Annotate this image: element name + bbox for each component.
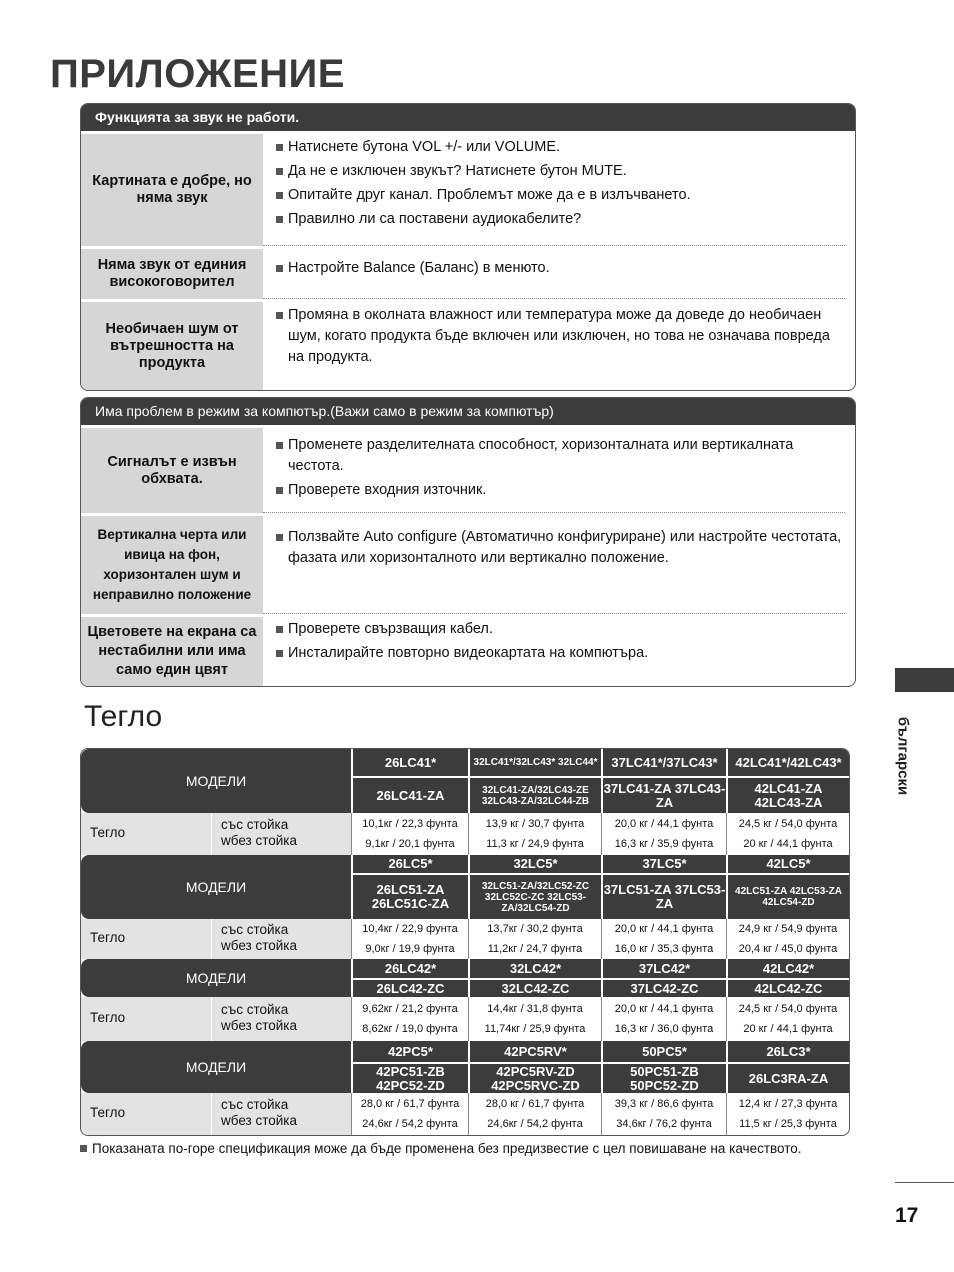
model-series-cell [351,855,468,873]
models-label: МОДЕЛИ [185,773,247,789]
model-codes-cell [351,873,468,919]
without-stand-label: wбез стойка [221,938,298,953]
weight-value-cell [601,1093,726,1135]
model-series-text: 32LC42* [509,960,562,976]
model-codes-text: 42PC5RV-ZD 42PC5RVC-ZD [491,1063,580,1093]
trouble-label: Сигналът е извън обхвата. [81,428,263,513]
model-codes-cell [468,978,601,997]
model-series-cell [468,1041,601,1062]
models-header-cell [81,749,351,813]
models-label: МОДЕЛИ [185,879,247,895]
page-title: ПРИЛОЖЕНИЕ [50,52,345,96]
model-series-cell [468,959,601,978]
weight-label: Тегло [90,1010,126,1025]
weight-with-stand: 20,0 кг / 44,1 фунта [614,923,714,935]
model-series-cell [468,855,601,873]
weight-table [80,748,850,1136]
weight-value-cell [351,997,468,1041]
trouble-row [81,428,855,513]
weight-value-cell [601,919,726,959]
model-codes-text: 26LC42-ZC [376,980,445,996]
weight-with-stand: 10,4кг / 22,9 фунта [362,923,458,935]
weight-without-stand: 9,1кг / 20,1 фунта [365,838,455,850]
models-header-cell [81,855,351,919]
model-series-cell [726,855,849,873]
weight-without-stand: 20 кг / 44,1 фунта [743,1023,833,1035]
weight-with-stand: 13,9 кг / 30,7 фунта [485,818,585,830]
weight-with-stand: 20,0 кг / 44,1 фунта [614,818,714,830]
language-tab-marker [895,668,954,692]
model-codes-cell [468,1062,601,1093]
model-codes-cell [601,978,726,997]
weight-with-stand: 13,7кг / 30,2 фунта [487,923,583,935]
weight-value-cell [726,919,849,959]
weight-without-stand: 16,3 кг / 36,0 фунта [614,1023,714,1035]
model-codes-cell [351,776,468,813]
without-stand-label: wбез стойка [221,1018,298,1033]
remedy-item: Ползвайте Auto configure (Автоматично конфигуриране) или настройте честотата, фазата или хоризонталното или вертикално положение. [276,527,845,569]
with-stand-label: със стойка [221,922,289,937]
model-codes-cell [726,873,849,919]
weight-label: Тегло [90,930,126,945]
model-codes-text: 32LC51-ZA/32LC52-ZC 32LC52C-ZC 32LC53-ZA/32LC54-ZD [481,880,590,914]
model-codes-text: 26LC41-ZA [376,787,445,803]
sound-troubleshoot-box [80,103,856,391]
model-codes-cell [601,776,726,813]
weight-without-stand: 24,6кг / 54,2 фунта [487,1118,583,1130]
weight-with-stand: 39,3 кг / 86,6 фунта [614,1098,714,1110]
trouble-label: Необичаен шум от вътрешността на продукта [81,302,263,390]
row-divider [263,512,845,513]
row-divider [263,613,845,614]
weight-without-stand: 11,2кг / 24,7 фунта [487,943,583,955]
trouble-row [81,134,855,246]
weight-row-label [81,997,351,1041]
language-side-label: български [894,716,912,796]
model-codes-cell [468,776,601,813]
models-header-cell [81,1041,351,1093]
weight-without-stand: 11,5 кг / 25,3 фунта [739,1118,837,1130]
model-series-cell [601,1041,726,1062]
model-series-cell [351,749,468,776]
model-codes-cell [726,1062,849,1093]
model-series-text: 50PC5* [642,1043,687,1059]
weight-with-stand: 14,4кг / 31,8 фунта [487,1003,583,1015]
weight-row-label [81,1093,351,1135]
weight-value-cell [726,813,849,855]
weight-without-stand: 24,6кг / 54,2 фунта [362,1118,458,1130]
label-divider [211,997,212,1041]
remedy-item: Промяна в околната влажност или температура може да доведе до необичаен шум, когато продукта бъде включен или изключен, но това не означава повреда на продукта. [276,305,845,368]
weight-with-stand: 12,4 кг / 27,3 фунта [738,1098,838,1110]
weight-label: Тегло [90,825,126,840]
model-series-cell [601,959,726,978]
label-divider [211,919,212,959]
remedy-item: Да не е изключен звукът? Натиснете бутон MUTE. [276,161,845,182]
trouble-label: Картината е добре, но няма звук [81,134,263,246]
weight-row-label [81,813,351,855]
model-codes-text: 42LC41-ZA 42LC43-ZA [754,780,823,810]
weight-without-stand: 9,0кг / 19,9 фунта [365,943,455,955]
weight-value-cell [351,1093,468,1135]
models-label: МОДЕЛИ [185,1059,247,1075]
model-series-text: 26LC41* [384,754,437,770]
trouble-row [81,249,855,299]
model-codes-cell [726,978,849,997]
remedy-item: Натиснете бутона VOL +/- или VOLUME. [276,137,845,158]
model-series-text: 37LC41*/37LC43* [611,754,718,770]
weight-label: Тегло [90,1105,126,1120]
weight-value-cell [726,997,849,1041]
bullet-icon [80,1145,87,1152]
weight-without-stand: 11,3 кг / 24,9 фунта [486,838,584,850]
weight-value-cell [468,813,601,855]
weight-without-stand: 11,74кг / 25,9 фунта [484,1023,586,1035]
remedy-item: Променете разделителната способност, хоризонталната или вертикалната честота. [276,435,845,477]
remedy-item: Проверете входния източник. [276,480,845,501]
trouble-label: Няма звук от единия високоговорител [81,249,263,299]
weight-row-label [81,919,351,959]
models-header-cell [81,959,351,997]
model-codes-cell [601,873,726,919]
weight-without-stand: 16,0 кг / 35,3 фунта [614,943,714,955]
page-number-rule [895,1182,954,1183]
model-codes-text: 26LC3RA-ZA [748,1070,829,1086]
remedy-item: Опитайте друг канал. Проблемът може да е в излъчването. [276,185,845,206]
model-series-text: 32LC41*/32LC43* 32LC44* [473,757,598,768]
weight-with-stand: 20,0 кг / 44,1 фунта [614,1003,714,1015]
model-series-text: 26LC42* [384,960,437,976]
remedy-item: Инсталирайте повторно видеокартата на компютъра. [276,643,845,664]
model-codes-text: 50PC51-ZB 50PC52-ZD [630,1063,699,1093]
trouble-row [81,516,855,614]
model-codes-text: 37LC41-ZA 37LC43-ZA [603,780,726,810]
without-stand-label: wбез стойка [221,1113,298,1128]
weight-without-stand: 20,4 кг / 45,0 фунта [738,943,838,955]
pc-section-header: Има проблем в режим за компютър.(Важи само в режим за компютър) [81,398,855,425]
pc-troubleshoot-box [80,397,856,687]
weight-value-cell [351,813,468,855]
model-series-cell [351,1041,468,1062]
row-divider [263,298,845,299]
remedy-item: Проверете свързващия кабел. [276,619,845,640]
model-codes-text: 26LC51-ZA 26LC51C-ZA [371,882,450,911]
sound-section-header: Функцията за звук не работи. [81,104,855,131]
model-series-text: 37LC42* [638,960,691,976]
model-codes-cell [601,1062,726,1093]
model-series-text: 42LC5* [766,856,811,871]
model-codes-text: 42LC42-ZC [754,980,823,996]
weight-value-cell [468,1093,601,1135]
model-series-text: 32LC5* [513,856,558,871]
weight-without-stand: 16,3 кг / 35,9 фунта [614,838,714,850]
trouble-label: Цветовете на екрана са нестабилни или има само един цвят [81,617,263,686]
weight-without-stand: 34,6кг / 76,2 фунта [616,1118,712,1130]
weight-with-stand: 24,9 кг / 54,9 фунта [738,923,838,935]
weight-value-cell [468,997,601,1041]
weight-value-cell [351,919,468,959]
weight-value-cell [726,1093,849,1135]
without-stand-label: wбез стойка [221,833,298,848]
weight-with-stand: 28,0 кг / 61,7 фунта [360,1098,460,1110]
page-number: 17 [895,1204,919,1227]
weight-with-stand: 10,1кг / 22,3 фунта [362,818,458,830]
model-codes-text: 32LC41-ZA/32LC43-ZE 32LC43-ZA/32LC44-ZB [481,784,590,807]
weight-without-stand: 8,62кг / 19,0 фунта [362,1023,458,1035]
trouble-row [81,617,855,686]
model-codes-text: 42LC51-ZA 42LC53-ZA 42LC54-ZD [735,886,842,908]
model-codes-cell [351,978,468,997]
weight-with-stand: 24,5 кг / 54,0 фунта [738,1003,838,1015]
weight-without-stand: 20 кг / 44,1 фунта [743,838,833,850]
model-series-text: 42LC42* [762,960,815,976]
with-stand-label: със стойка [221,1002,289,1017]
label-divider [211,1093,212,1135]
model-series-text: 26LC3* [766,1043,811,1059]
model-codes-text: 32LC42-ZC [501,980,570,996]
remedy-item: Правилно ли са поставени аудиокабелите? [276,209,845,230]
model-series-cell [351,959,468,978]
model-series-cell [726,749,849,776]
model-codes-text: 37LC51-ZA 37LC53-ZA [603,882,726,911]
trouble-label: Вертикална черта или ивица на фон, хоризонтален шум и неправилно положение [81,516,263,614]
with-stand-label: със стойка [221,817,289,832]
model-codes-text: 37LC42-ZC [630,980,699,996]
row-divider [263,245,845,246]
model-series-text: 42PC5* [388,1043,433,1059]
model-codes-text: 42PC51-ZB 42PC52-ZD [376,1063,445,1093]
trouble-row [81,302,855,390]
weight-section-title: Тегло [84,700,163,733]
models-label: МОДЕЛИ [185,970,247,986]
weight-with-stand: 28,0 кг / 61,7 фунта [485,1098,585,1110]
weight-value-cell [468,919,601,959]
weight-value-cell [601,997,726,1041]
weight-with-stand: 9,62кг / 21,2 фунта [362,1003,458,1015]
model-series-cell [601,855,726,873]
model-series-text: 42LC41*/42LC43* [735,754,842,770]
model-series-cell [726,1041,849,1062]
model-codes-cell [468,873,601,919]
model-series-text: 26LC5* [388,856,433,871]
model-codes-cell [351,1062,468,1093]
model-codes-cell [726,776,849,813]
weight-with-stand: 24,5 кг / 54,0 фунта [738,818,838,830]
model-series-cell [468,749,601,776]
footnote: Показаната по-горе спецификация може да бъде променена без предизвестие с цел повишаване на качеството. [80,1138,820,1159]
model-series-cell [726,959,849,978]
remedy-item: Настройте Balance (Баланс) в менюто. [276,258,845,279]
model-series-text: 37LC5* [642,856,687,871]
model-series-cell [601,749,726,776]
model-series-text: 42PC5RV* [504,1043,567,1059]
with-stand-label: със стойка [221,1097,289,1112]
label-divider [211,813,212,855]
weight-value-cell [601,813,726,855]
